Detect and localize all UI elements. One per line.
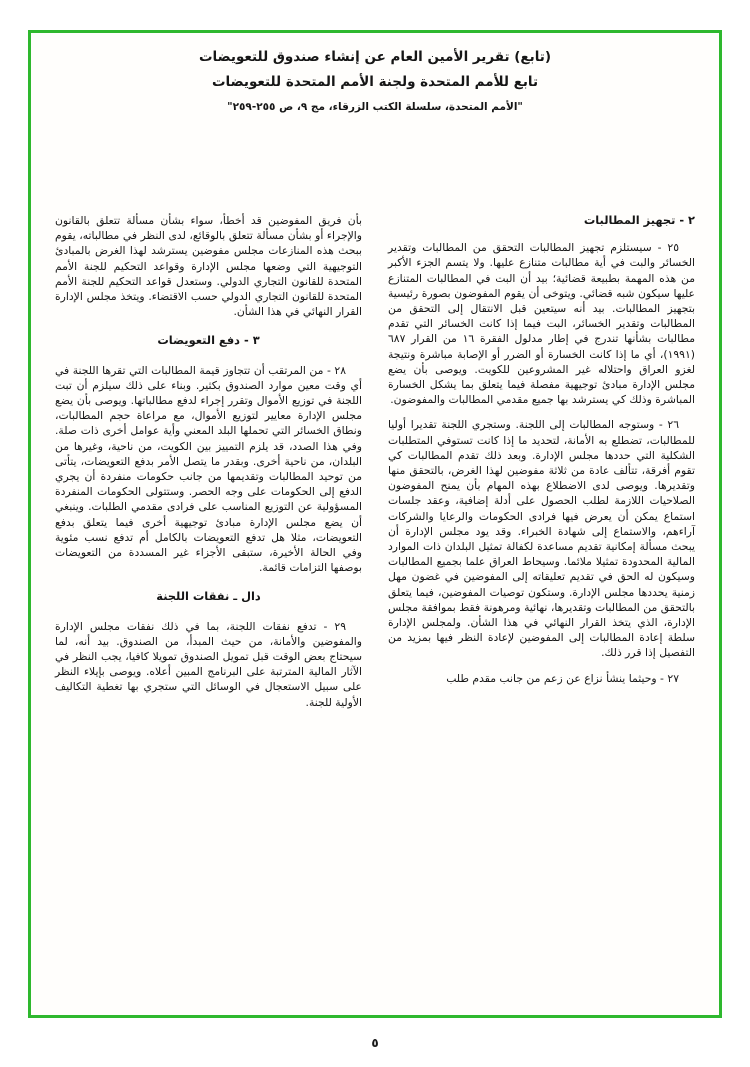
column-right — [388, 213, 695, 720]
section-heading-commission-expenses: دال ـ نفقات اللجنة — [156, 589, 261, 604]
green-page-border — [28, 30, 722, 1018]
paragraph-27-start: ٢٧ - وحيثما ينشأ نزاع عن زعم من جانب مقدم طلب — [446, 671, 679, 685]
document-header — [31, 33, 719, 119]
paragraph-25: ٢٥ - سيستلزم تجهيز المطالبات التحقق من المطالبات وتقدير الخسائر والبت في أية مطالبات متنازع عليها. ولا يتسم الجزء الأكبر من هذه المهمة بطبيعة قضائية؛ بيد أن البت في المطالبات المتنازع عليها سيكون شبه قضائي. ويتوخى أن يقوم المفوضون بصورة رئيسية بتجهيز المطالبات. بيد أنه سيتعين قبل الانتقال إلى التحقق من المطالبات وتقدير الخسائر، البت فيما إذا كانت الخسائر التي تقدم مطالبات بشأنها تندرج في إطار مدلول الفقرة ١٦ من القرار ٦٨٧ (١٩٩١)، أي ما إذا كانت الخسارة أو الضرر أو الإصابة مباشرة ونتيجة لغزو العراق واحتلاله غير المشروعين للكويت. ويوصى بأن يضع مجلس الإدارة مبادئ توجيهية مفصلة فيما يتعلق بما يشكل الخسارة المباشرة وذلك كي يسترشد بها جميع مقدمي المطالبات والمفوضون. — [388, 241, 695, 407]
document-source-note: "الأمم المتحدة، سلسلة الكتب الزرقاء، مج ٩، ص ٢٥٥-٢٥٩" — [227, 101, 523, 113]
section-heading-claims-processing: ٢ - تجهيز المطالبات — [583, 213, 695, 227]
document-title-line-1: (تابع) تقرير الأمين العام عن إنشاء صندوق للتعويضات — [198, 49, 552, 65]
paragraph-29: ٢٩ - تدفع نفقات اللجنة، بما في ذلك نفقات مجلس الإدارة والمفوضين والأمانة، من حيث المبدأ، من الصندوق. بيد أنه، لما سيحتاج بعض الوقت قبل تمويل الصندوق تمويلا كافيا، يجب النظر في الآثار المالية المترتبة على البرنامج المبين أعلاه. ويوصى بإيلاء النظر على سبيل الاستعجال في الوسائل التي ستجري بها تغطية التكاليف الأولية للجنة. — [55, 619, 362, 709]
page-number: ٥ — [371, 1036, 379, 1050]
two-column-body — [31, 213, 719, 720]
paragraph-26: ٢٦ - وستوجه المطالبات إلى اللجنة. وستجري اللجنة تقديرا أوليا للمطالبات، تضطلع به الأمانة، لتحديد ما إذا كانت تستوفي المتطلبات الشكلية التي حددها مجلس الإدارة. وبعد ذلك تقدم المطالبات كي تقوم أفرقة، تتألف عادة من ثلاثة مفوضين لهذا الغرض، بالتحقق منها وتقديرها. ويوصى لدى الاضطلاع بهذه المهام بأن يمنح المفوضون الصلاحيات اللازمة لطلب الحصول على أدلة إضافية، وعقد جلسات استماع يمكن أن يعرض فيها فرادى الحكومات والرعايا والشركات آراءهم، والاستماع إلى شهادة الخبراء. وقد يود مجلس الإدارة أن يبحث مسألة إمكانية تقديم مساعدة لكفالة تمثيل البلدان ذات الموارد المالية المحدودة تمثيلا ملائما. وسيحاط العراق علما بجميع المطالبات وسيكون له الحق في تقديم تعليقاته إلى المفوضين في غضون مهل زمنية يحددها مجلس الإدارة. وستكون توصيات المفوضين، فيما يتعلق بالتحقق من المطالبات وتقديرها، نهائية ومرهونة فقط بموافقة مجلس الإدارة، الذي يتخذ القرار النهائي في هذا الشأن. ولمجلس الإدارة سلطة إعادة المطالبات إلى المفوضين لإعادة النظر فيها بمزيد من التفصيل إذا قرر ذلك. — [388, 418, 695, 660]
section-heading-payment-of-claims: ٣ - دفع التعويضات — [157, 333, 260, 348]
column-left — [55, 213, 362, 720]
paragraph-27-continuation: بأن فريق المفوضين قد أخطأ، سواء بشأن مسألة تتعلق بالقانون والإجراء أو بشأن مسألة تتعلق بالوقائع، لدى النظر في مطالباته، يقوم ببحث هذه المنازعات مجلس مفوضين يسترشد لهذا الغرض بالمبادئ التوجيهية التي وضعها مجلس الإدارة وقواعد التحكيم للجنة الأمم المتحدة للقانون التجاري الدولي. وستعدل قواعد التحكيم للجنة الأمم المتحدة للقانون التجاري الدولي حسب الاقتضاء. ويتخذ مجلس الإدارة القرار النهائي في هذا الشأن. — [55, 214, 362, 319]
document-title-line-2: تابع للأمم المتحدة ولجنة الأمم المتحدة للتعويضات — [211, 74, 539, 90]
paragraph-28: ٢٨ - من المرتقب أن تتجاوز قيمة المطالبات التي تقرها اللجنة في أي وقت معين موارد الصندوق بكثير. وبناء على ذلك سيلزم أن تبت اللجنة في توزيع الأموال وتقرر إجراء لدفع مطالباتها. ويوصى بأن يضع مجلس الإدارة معايير لتوزيع الأموال، مع مراعاة حجم المطالبات، ونطاق الخسائر التي تحملها البلد المعني وأية عوامل أخرى ذات صلة. وفي هذا الصدد، قد يلزم التمييز بين الكويت، من ناحية، وغيرها من البلدان، من ناحية أخرى. وبقدر ما يتصل الأمر بدفع التعويضات، يتأتى من توحيد المطالبات وتقديمها من جانب حكومات منفردة أن يجري الدفع إلى الحكومات على وجه الحصر. وستتولى الحكومات المنفردة المسؤولية عن التوزيع المناسب على فرادى مقدمي الطلبات. وينبغي أن يضع مجلس الإدارة مبادئ توجيهية أخرى فيما يتعلق بدفع التعويضات، مثلا هل تدفع التعويضات بالكامل أم تدفع نسب مئوية وفي الحالة الأخيرة، ستبقى الأجزاء غير المسددة من التعويضات بوصفها التزامات قائمة. — [55, 363, 362, 575]
